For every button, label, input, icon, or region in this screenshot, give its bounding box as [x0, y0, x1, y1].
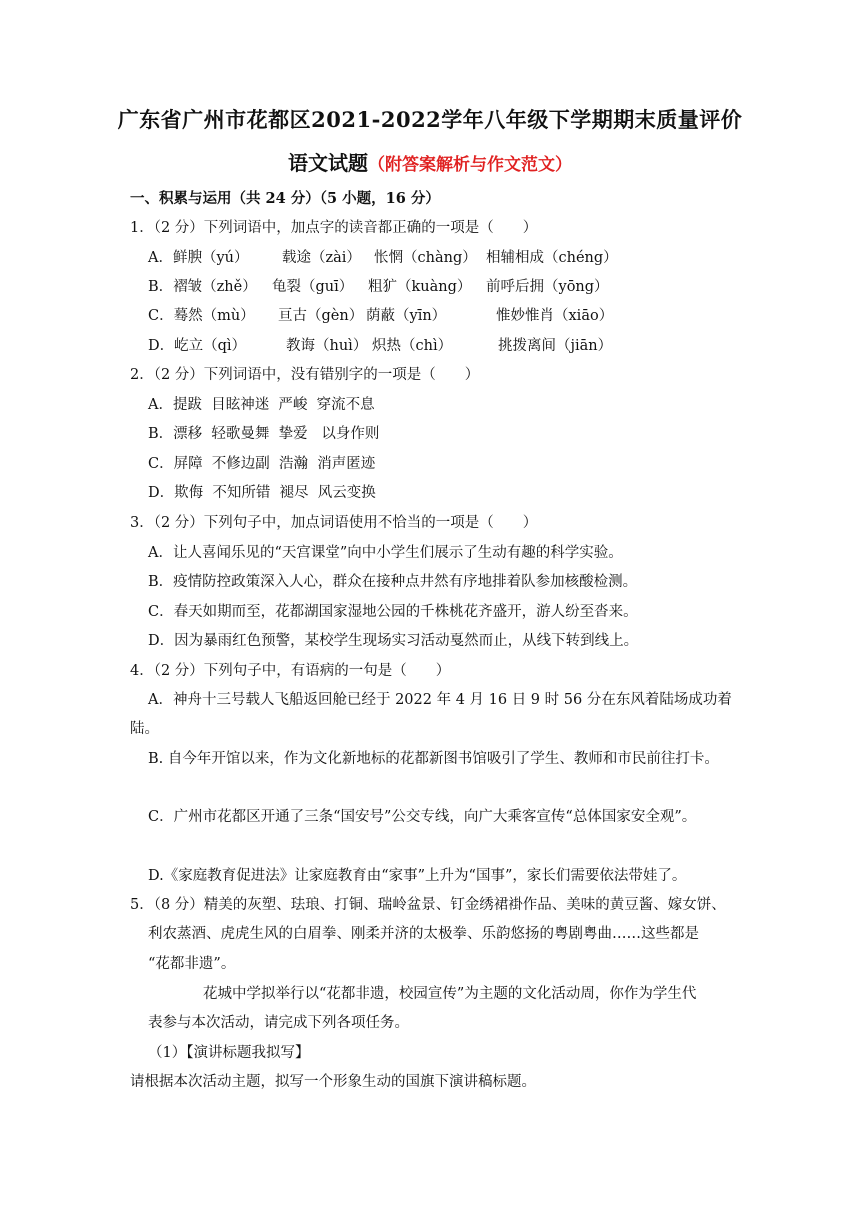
question-1-option-b: B．褶皱（zhě） 龟裂（guī） 粗犷（kuàng） 前呼后拥（yōng）: [148, 279, 609, 295]
subtitle-note: （附答案解析与作文范文）: [368, 155, 572, 175]
question-2-option-d: D．欺侮 不知所错 褪尽 风云变换: [148, 485, 376, 501]
question-2-stem: 2．（2 分）下列词语中，没有错别字的一项是（ ）: [130, 367, 480, 383]
question-5-subtask-1-title: （1）【演讲标题我拟写】: [148, 1045, 310, 1061]
document-title: 广东省广州市花都区2021-2022学年八年级下学期期末质量评价: [117, 107, 743, 132]
question-1-stem: 1．（2 分）下列词语中，加点字的读音都正确的一项是（ ）: [130, 220, 538, 236]
question-4-option-c: C．广州市花都区开通了三条“国安号”公交专线，向广大乘客宣传“总体国家安全观”。: [148, 809, 697, 825]
question-3-option-a: A．让人喜闻乐见的“天宫课堂”向中小学生们展示了生动有趣的科学实验。: [148, 545, 623, 561]
question-5-subtask-1-text: 请根据本次活动主题，拟写一个形象生动的国旗下演讲稿标题。: [130, 1074, 536, 1090]
question-5-stem-line3: “花都非遗”。: [148, 956, 236, 972]
question-1-option-d: D．屹立（qì） 教诲（huì） 炽热（chì） 挑拨离间（jiān）: [148, 338, 613, 354]
question-4-option-a-line2: 陆。: [130, 721, 159, 737]
question-1-option-a: A．鲜腴（yú） 载途（zài） 怅惘（chàng） 相辅相成（chéng）: [148, 250, 618, 266]
question-5-stem-line2: 利农蒸酒、虎虎生风的白眉拳、刚柔并济的太极拳、乐韵悠扬的粤剧粤曲……这些都是: [148, 926, 699, 942]
document-subtitle: [0, 147, 860, 176]
section-heading: 一、积累与运用（共 24 分）（5 小题，16 分）: [130, 190, 440, 207]
question-1-option-c: C．蓦然（mù） 亘古（gèn） 荫蔽（yīn） 惟妙惟肖（xiāo）: [148, 308, 614, 324]
question-2-option-c: C．屏障 不修边副 浩瀚 消声匿迹: [148, 456, 376, 472]
question-2-option-a: A．提跋 目眩神迷 严峻 穿流不息: [148, 397, 375, 413]
question-2-option-b: B．漂移 轻歌曼舞 挚爱 以身作则: [148, 426, 380, 442]
question-3-option-d: D．因为暴雨红色预警，某校学生现场实习活动戛然而止，从线下转到线上。: [148, 633, 639, 649]
question-5-paragraph-line2: 表参与本次活动，请完成下列各项任务。: [148, 1015, 409, 1031]
question-4-option-d: D.《家庭教育促进法》让家庭教育由“家事”上升为“国事”，家长们需要依法带娃了。: [148, 868, 687, 884]
question-3-option-b: B．疫情防控政策深入人心，群众在接种点井然有序地排着队参加核酸检测。: [148, 574, 638, 590]
question-4-stem: 4．（2 分）下列句子中，有语病的一句是（ ）: [130, 663, 451, 679]
question-5-stem-line1: 5．（8 分）精美的灰塑、珐琅、打铜、瑞岭盆景、钉金绣裙褂作品、美味的黄豆酱、嫁女饼、: [130, 897, 726, 913]
question-3-option-c: C．春天如期而至，花都湖国家湿地公园的千株桃花齐盛开，游人纷至沓来。: [148, 604, 638, 620]
question-4-option-b: B. 自今年开馆以来，作为文化新地标的花都新图书馆吸引了学生、教师和市民前往打卡。: [148, 751, 719, 767]
question-5-paragraph-line1: 花城中学拟举行以“花都非遗，校园宣传”为主题的文化活动周，你作为学生代: [203, 986, 697, 1002]
question-4-option-a-line1: A．神舟十三号载人飞船返回舱已经于 2022 年 4 月 16 日 9 时 56 分在东风着陆场成功着: [148, 692, 732, 708]
question-3-stem: 3．（2 分）下列句子中，加点词语使用不恰当的一项是（ ）: [130, 515, 538, 531]
subtitle-main: 语文试题: [288, 151, 368, 175]
